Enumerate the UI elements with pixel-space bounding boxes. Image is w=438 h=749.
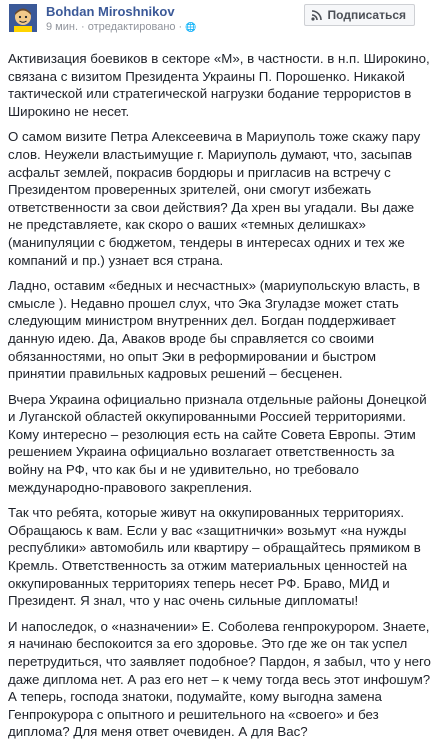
post-paragraph: И напоследок, о «назначении» Е. Соболева генпрокурором. Знаете, я начинаю беспокоится за его здоровье. Это где же он так успел перетрудиться, что заявляет подобное? Пардон, я забыл, что у него даже диплома нет. А раз его нет – к чему тогда весь этот инфошум? А теперь, господа знатоки, подумайте, кому выгодна замена Генпрокурора с опытного и решительного на «своего» и без диплома? Для меня ответ очевиден. А для Вас?: [8, 618, 431, 740]
post-paragraph: Ладно, оставим «бедных и несчастных» (мариупольскую власть, в смысле ). Недавно прошел слух, что Эка Згуладзе может стать следующим министром внутренних дел. Богдан поддерживает данную идею. Да, Аваков вроде бы справляется со своими обязанностями, но опыт Эки в реформировании и быстром принятии правильных кадровых решений – бесценен.: [8, 278, 421, 382]
subscribe-label: Подписаться: [327, 8, 406, 22]
post-body: [8, 50, 432, 749]
globe-icon: 🌐: [185, 22, 197, 32]
meta-separator: ·: [81, 21, 85, 33]
edited-label[interactable]: отредактировано: [87, 21, 176, 33]
post-paragraph: О самом визите Петра Алексеевича в Мариуполь тоже скажу пару слов. Неужели властьимущие г. Мариуполь думают, что, засыпав асфальт землей, покрасив бордюры и пригласив на встречу с Президентом проверенных зрителей, они смогут избежать ответственности за свои действия? Да хрен вы угадали. Вы даже не представляете, как скоро о ваших «темных делишках» (манипуляции с бюджетом, тендеры в интересах одних и тех же компаний и пр.) узнает вся страна.: [8, 129, 421, 268]
post-meta: [46, 21, 196, 33]
subscribe-button[interactable]: [304, 4, 415, 26]
post-header: [0, 0, 438, 40]
avatar-image: [9, 4, 37, 32]
meta-separator-2: ·: [178, 21, 183, 33]
rss-icon: [311, 9, 323, 21]
author-name[interactable]: Bohdan Miroshnikov: [46, 4, 175, 19]
post-paragraph: Вчера Украина официально признала отдельные районы Донецкой и Луганской областей оккупированными Россией территориями. Кому интересно – резолюция есть на сайте Совета Европы. Этим решением Украина официально возлагает ответственность за войну на РФ, что как бы и не удивительно, но требовало международно-правового закрепления.: [8, 391, 427, 495]
post-paragraph: Так что ребята, которые живут на оккупированных территориях. Обращаюсь к вам. Если у вас «защитнички» возьмут «на нужды республики» автомобиль или квартиру – обращайтесь прямиком в Кремль. Ответственность за отжим материальных ценностей на оккупированных территориях теперь несет РФ. Браво, МИД и Президент. Я знал, что у нас очень сильные дипломаты!: [8, 505, 421, 609]
avatar[interactable]: [9, 4, 37, 32]
post-paragraph: Активизация боевиков в секторе «М», в частности. в н.п. Широкино, связана с визитом Президента Украины П. Порошенко. Никакой тактической или стратегической нагрузки бодание террористов в Широкино не несет.: [8, 51, 430, 119]
post-time[interactable]: 9 мин.: [46, 21, 79, 33]
